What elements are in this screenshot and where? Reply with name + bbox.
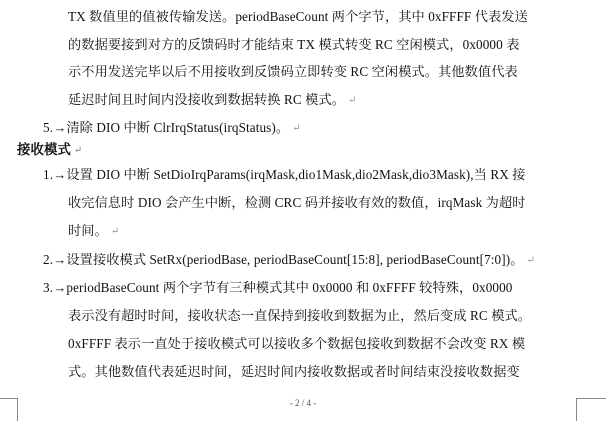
line-text: 收完信息时 DIO 会产生中断，检测 CRC 码并接收有效的数值，irqMask 为超时: [68, 195, 526, 210]
body-line: [68, 8, 558, 26]
line-text: 3.→periodBaseCount 两个字节有三种模式其中 0x0000 和 0xFFFF 较特殊，0x0000: [43, 280, 513, 295]
heading-text: 接收模式: [17, 142, 71, 157]
body-line: [68, 222, 119, 241]
body-line: [68, 63, 558, 81]
body-line: [68, 36, 558, 54]
page-number: - 2 / 4 -: [289, 398, 317, 408]
body-line: [68, 194, 526, 212]
body-line: [68, 91, 357, 110]
section-heading: [17, 141, 82, 160]
body-line: [68, 307, 531, 325]
list-item-1: [43, 166, 526, 184]
line-text: 0xFFFF 表示一直处于接收模式可以接收多个数据包接收到数据不会改变 RX 模: [68, 336, 526, 351]
list-item-2: [43, 251, 535, 270]
paragraph-mark-icon: ↵: [73, 145, 83, 156]
body-line: [68, 363, 520, 381]
line-text: 时间。: [68, 223, 108, 238]
line-text: 2.→设置接收模式 SetRx(periodBase, periodBaseCount[15:8], periodBaseCount[7:0])。: [43, 252, 524, 267]
line-text: TX 数值里的值被传输发送。periodBaseCount 两个字节，其中 0xFFFF 代表发送: [68, 9, 528, 24]
line-text: 5.→清除 DIO 中断 ClrIrqStatus(irqStatus)。: [43, 120, 290, 135]
line-text: 表示没有超时时间，接收状态一直保持到接收到数据为止，然后变成 RC 模式。: [68, 308, 532, 323]
paragraph-mark-icon: ↵: [526, 255, 536, 266]
line-text: 的数据要接到对方的反馈码时才能结束 TX 模式转变 RC 空闲模式，0x0000 表: [68, 37, 520, 52]
line-text: 示不用发送完毕以后不用接收到反馈码立即转变 RC 空闲模式。其他数值代表: [68, 64, 518, 79]
list-item-5: [43, 119, 301, 138]
list-item-3: [43, 279, 512, 297]
line-text: 1.→设置 DIO 中断 SetDioIrqParams(irqMask,dio1Mask,dio2Mask,dio3Mask),当 RX 接: [43, 167, 526, 182]
paragraph-mark-icon: ↵: [292, 123, 301, 134]
line-text: 式。其他数值代表延迟时间，延迟时间内接收数据或者时间结束没接收数据变: [68, 364, 520, 379]
paragraph-mark-icon: ↵: [110, 226, 120, 237]
body-line: [68, 335, 525, 353]
paragraph-mark-icon: ↵: [348, 95, 357, 106]
line-text: 延迟时间且时间内没接收到数据转换 RC 模式。: [68, 92, 346, 107]
